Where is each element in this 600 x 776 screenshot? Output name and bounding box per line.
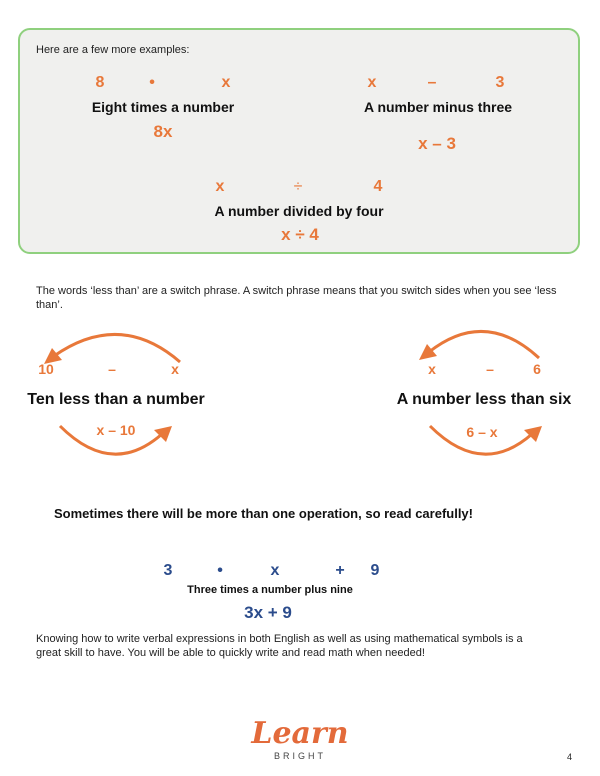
ex1-token-2: • [149, 74, 155, 91]
ex3-phrase: A number divided by four [214, 203, 384, 219]
multi-token-5: 9 [370, 562, 380, 579]
multi-token-2: • [217, 562, 223, 579]
multi-result: 3x + 9 [244, 603, 292, 622]
ex3-result: x ÷ 4 [281, 225, 319, 244]
ex3-token-3: 4 [373, 178, 383, 195]
left-result: x – 10 [96, 422, 136, 438]
ex2-phrase: A number minus three [363, 99, 513, 115]
right-token-1: x [428, 361, 436, 377]
right-token-3: 6 [533, 361, 541, 377]
ex2-token-1: x [367, 74, 377, 91]
multi-token-1: 3 [163, 562, 173, 579]
multi-token-4: + [335, 562, 345, 579]
switch-arrow-top-right [405, 316, 555, 366]
closing-paragraph: Knowing how to write verbal expressions in both English as well as using mathematical symbols is a great skill to have. You will be able to quickly write and read math when needed! [36, 633, 523, 659]
right-phrase: A number less than six [396, 391, 572, 408]
left-phrase: Ten less than a number [27, 391, 205, 408]
page-number: 4 [566, 752, 572, 762]
left-token-1: 10 [38, 361, 54, 377]
learn-bright-logo [251, 716, 348, 761]
ex1-token-3: x [221, 74, 231, 91]
ex1-phrase: Eight times a number [91, 99, 235, 115]
ex1-result: 8x [153, 122, 173, 141]
ex2-result: x – 3 [418, 134, 456, 153]
ex2-token-2: – [427, 74, 437, 91]
left-token-2: – [108, 361, 116, 377]
ex2-token-3: 3 [495, 74, 505, 91]
examples-box [18, 28, 580, 254]
left-token-3: x [171, 361, 179, 377]
right-token-2: – [486, 361, 494, 377]
logo-name: Learn [251, 716, 349, 751]
multi-phrase: Three times a number plus nine [187, 584, 353, 596]
right-result: 6 – x [466, 424, 498, 440]
examples-intro: Here are a few more examples: [36, 44, 190, 56]
multi-token-3: x [270, 562, 280, 579]
multi-operation-heading: Sometimes there will be more than one operation, so read carefully! [54, 506, 473, 521]
ex3-token-1: x [215, 178, 225, 195]
ex1-token-1: 8 [95, 74, 105, 91]
ex3-token-2: ÷ [293, 178, 303, 195]
switch-phrase-text: The words ‘less than’ are a switch phrase. A switch phrase means that you switch sides when you see ‘less than’. [36, 285, 557, 311]
logo-sub: BRIGHT [273, 751, 326, 761]
